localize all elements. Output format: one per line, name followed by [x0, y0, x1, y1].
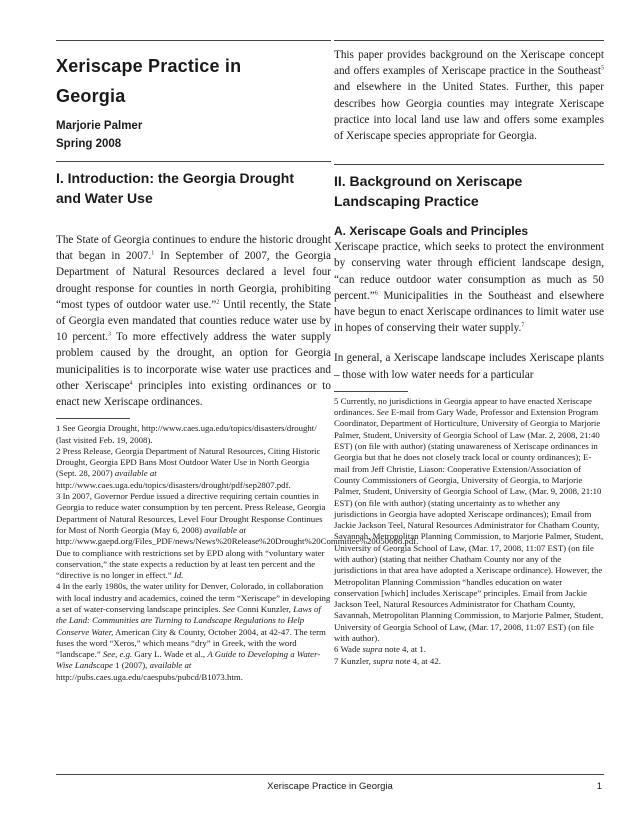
footnote-6	[334, 644, 604, 655]
abstract-paragraph	[334, 47, 604, 144]
footnote-rule-left	[56, 418, 130, 419]
footnote-6-supra: supra	[362, 644, 383, 655]
footnote-ref-3: 3	[108, 331, 112, 338]
title-line-2: Georgia	[56, 86, 126, 106]
footnote-3-url: http://www.gaepd.org/Files_PDF/news/News%20Release%20Drought%20Committee%20050608.pdf. Due to compliance with restrictions set by EPD along with “voluntary water conservation,” the state expects a reduction by at least ten percent and the “directive is no longer in effect.”	[56, 536, 419, 581]
footnote-5-text-a: 5 Currently, no jurisdictions in Georgia appear to have enacted Xeriscape ordinances.	[334, 395, 592, 418]
footnote-rule-right	[334, 391, 408, 392]
footnote-2	[56, 446, 331, 491]
footnote-4-see: See	[222, 603, 235, 614]
footnote-7-supra: supra	[372, 655, 394, 666]
footnote-4-text-c: American City & County, October 2004, at 42-47. The term fuses the word “Xeros,” which means “dry” in Greek, with the word “landscape.”	[56, 626, 326, 660]
goals-text-b: Municipalities in the Southeast and elsewhere have begun to enact Xeriscape ordinances to limit water use in hopes of conserving their water supply.	[334, 289, 604, 335]
footnote-2-url: http://www.caes.uga.edu/topics/disasters/drought/pdf/sep2807.pdf.	[56, 479, 291, 490]
document-title	[56, 51, 331, 111]
subsection-a-heading: A. Xeriscape Goals and Principles	[334, 224, 529, 239]
top-rule-right	[334, 40, 604, 41]
page-number: 1	[596, 781, 602, 792]
intro-text-2: In September of 2007, the Georgia Department of Natural Resources declared a level four drought response for counties in north Georgia, prohibiting “most types of outdoor water use.”	[56, 250, 331, 311]
footnote-6-text-a: 6 Wade	[334, 644, 363, 655]
abstract-text-a: This paper provides background on the Xeriscape concept and offers examples of Xeriscape practice in the Southeast	[334, 49, 604, 78]
title-line-1: Xeriscape Practice in	[56, 56, 242, 76]
footnote-5-see: See	[376, 407, 389, 418]
footnote-7-text-a: 7 Kunzler,	[334, 655, 373, 666]
footnote-4-text-d: Gary L. Wade et al.,	[132, 649, 208, 660]
intro-text-4: To more effectively address the water supply problem caused by the drought, an option for Georgia municipalities is to incorporate wise water use practices and other Xeriscape	[56, 331, 331, 392]
footnote-4-url: http://pubs.caes.uga.edu/caespubs/pubcd/B1073.htm.	[56, 671, 243, 682]
footnote-1: 1 See Georgia Drought, http://www.caes.uga.edu/topics/disasters/drought/ (last visited Feb. 19, 2008).	[56, 423, 317, 445]
intro-paragraph	[56, 232, 331, 410]
footnote-ref-4: 4	[129, 380, 133, 387]
footnote-ref-5: 5	[601, 65, 604, 72]
page-footer	[56, 774, 604, 792]
footnote-4-see-eg: See, e.g.	[102, 649, 133, 660]
footnote-4	[56, 581, 331, 683]
footnote-7-text-b: note 4, at 42.	[393, 655, 441, 666]
footnote-5	[334, 396, 604, 645]
footnote-ref-2: 2	[216, 299, 220, 306]
footnote-4-book: Laws of the Land: Communities are Turning to Landscape Regulations to Help Conserve Water,	[56, 603, 321, 637]
section2-rule	[334, 164, 604, 165]
goals-text-a: Xeriscape practice, which seeks to protect the environment by conserving water through efficient landscape design, “can reduce outdoor water consumption as much as 50 percent.”	[334, 241, 604, 302]
section2-heading	[334, 171, 604, 211]
date: Spring 2008	[56, 138, 122, 150]
section1-heading	[56, 168, 331, 208]
footnote-ref-7: 7	[521, 322, 525, 329]
footnote-4-text-a: 4 In the early 1980s, the water utility for Denver, Colorado, in collaboration with local industry and academics, coined the term “Xeriscape” in developing a set of water-conserving landscape principles.	[56, 581, 331, 614]
footnote-3-text: 3 In 2007, Governor Perdue issued a directive requiring certain counties in Georgia to reduce water consumption by ten percent. Press Release, Georgia Department of Natural Resources, Level Four Drought Response Continues for Most of North Georgia (May 6, 2008)	[56, 491, 326, 535]
footer-title: Xeriscape Practice in Georgia	[267, 781, 393, 792]
footnote-4-text-e: 1 (2007),	[112, 660, 150, 671]
footnotes-right	[334, 396, 604, 667]
section2-heading-line1: II. Background on Xeriscape	[334, 173, 523, 190]
footnote-3-id: Id.	[173, 570, 184, 581]
footnote-2-text: 2 Press Release, Georgia Department of Natural Resources, Citing Historic Drought, Georgia EPD Bans Most Outdoor Water Use in North Georgia (Sept. 28, 2007)	[56, 445, 321, 479]
footnote-4-text-b: Conni Kunzler,	[234, 603, 294, 614]
footnote-4-available: available at	[149, 660, 192, 671]
abstract-text-b: and elsewhere in the United States. Further, this paper describes how Georgia counties may integrate Xeriscape practice into local land use law and offers some examples of Xeriscape species appropriate for Georgia.	[334, 81, 604, 143]
top-rule-left	[56, 40, 331, 41]
section1-rule	[56, 161, 331, 162]
footnote-7	[334, 656, 604, 667]
intro-text-1: The State of Georgia continues to endure the historic drought that began in 2007.	[56, 234, 331, 263]
footnote-3-available: available at	[204, 524, 246, 535]
section1-heading-line1: I. Introduction: the Georgia Drought	[56, 170, 294, 186]
author: Marjorie Palmer	[56, 120, 143, 132]
footnote-5-text-b: E-mail from Gary Wade, Professor and Extension Program Coordinator, Department of Horticulture, University of Georgia to Marjorie Palmer, Student, University of Georgia School of Law (Mar. 2, 2008, 21:40 EST) (on file with author) (stating unawareness of Xeriscape ordinances in Georgia but that he does not closely track local or county ordinances); E-mail from Jeff Christie, Liason: Cooperative Extension/Association of County Commissioners of Georgia, University of Georgia, to Marjorie Palmer, Student, University of Georgia School of Law, (Mar. 9, 2008, 21:10 EST) (on file with author) (stating uncertainty as to whether any jurisdictions in Georgia have adopted Xeriscape ordinances); Email from Jackie Jackson Teel, Natural Resources Administrator for Chatham County, Savannah, Metropolitan Planning Commission, to Marjorie Palmer, Student, University of Georgia School of Law, (Mar. 17, 2008, 11:07 EST) (on file with author) (stating that neither Chatham County nor any of the jurisdictions in that area have adopted a Xeriscape ordinance). However, the Metropolitan Planning Commission “handles education on water conservation [which] includes Xeriscape” principles. Email from Jackie Jackson Teel, Natural Resources Administrator for Chatham County, Savannah, Metropolitan Planning Commission, to Marjorie Palmer, Student, University of Georgia School of Law, (Mar. 17, 2008, 11:07 EST) (on file with author).	[334, 407, 604, 644]
footnote-2-available: available at	[114, 468, 157, 479]
section2-heading-line2: Landscaping Practice	[334, 193, 479, 210]
footnote-ref-1: 1	[151, 250, 155, 257]
goals-paragraph	[334, 239, 604, 336]
footnote-4-guide: A Guide to Developing a Water-Wise Landscape	[56, 649, 321, 671]
right-column	[334, 40, 604, 667]
intro-text-3: Until recently, the State of Georgia even mandated that counties reduce water use by 10 percent.	[56, 298, 331, 344]
footnote-3	[56, 491, 419, 581]
general-paragraph: In general, a Xeriscape landscape includes Xeriscape plants – those with low water needs for a particular	[334, 352, 604, 381]
footnote-6-text-b: note 4, at 1.	[382, 644, 426, 655]
footnote-ref-6: 6	[374, 290, 378, 297]
section1-heading-line2: and Water Use	[56, 190, 153, 206]
intro-text-5: principles into existing ordinances or to enact new Xeriscape ordinances.	[56, 379, 331, 409]
